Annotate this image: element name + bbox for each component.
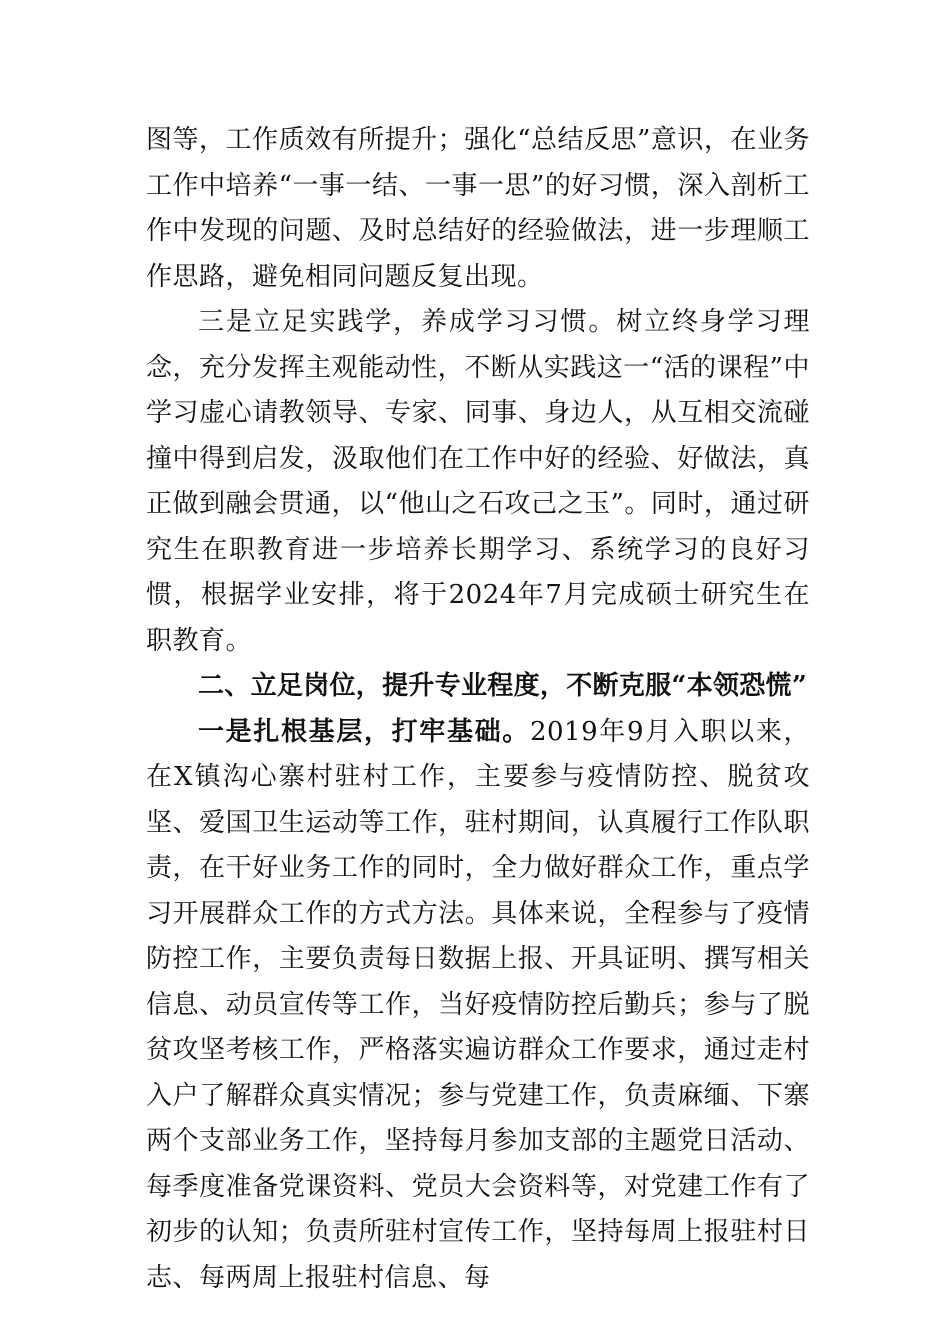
- paragraph-continuation: 图等，工作质效有所提升；强化“总结反思”意识，在业务工作中培养“一事一结、一事一思”的好习惯，深入剖析工作中发现的问题、及时总结好的经验做法，进一步理顺工作思路，避免相同问题反复出现。: [146, 125, 810, 292]
- paragraph-grassroots: [146, 710, 810, 1302]
- section-heading-2: 二、立足岗位，提升专业程度，不断克服“本领恐慌”: [198, 671, 808, 701]
- paragraph-lead-bold: 一是扎根基层，打牢基础。: [198, 716, 530, 747]
- paragraph-practice-learning: 三是立足实践学，养成学习习惯。树立终身学习理念，充分发挥主观能动性，不断从实践这一“活的课程”中学习虚心请教领导、专家、同事、身边人，从互相交流碰撞中得到启发，汲取他们在工作中好的经验、好做法，真正做到融会贯通，以“他山之石攻己之玉”。同时，通过研究生在职教育进一步培养长期学习、系统学习的良好习惯，根据学业安排，将于2024年7月完成硕士研究生在职教育。: [146, 307, 810, 656]
- document-body: [146, 118, 810, 1301]
- paragraph-grassroots-body: 2019年9月入职以来，在X镇沟心寨村驻村工作，主要参与疫情防控、脱贫攻坚、爱国卫生运动等工作，驻村期间，认真履行工作队职责，在干好业务工作的同时，全力做好群众工作，重点学习开展群众工作的方式方法。具体来说，全程参与了疫情防控工作，主要负责每日数据上报、开具证明、撰写相关信息、动员宣传等工作，当好疫情防控后勤兵；参与了脱贫攻坚考核工作，严格落实遍访群众工作要求，通过走村入户了解群众真实情况；参与党建工作，负责麻缅、下寨两个支部业务工作，坚持每月参加支部的主题党日活动、每季度准备党课资料、党员大会资料等，对党建工作有了初步的认知；负责所驻村宣传工作，坚持每周上报驻村日志、每两周上报驻村信息、每: [146, 716, 810, 1293]
